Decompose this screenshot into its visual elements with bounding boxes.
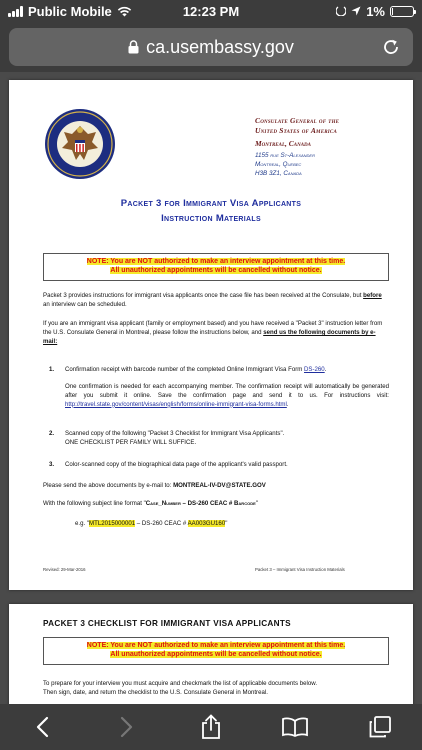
page-footer: Packet 3 – Immigrant Visa Instruction Materials	[255, 567, 345, 572]
if-paragraph	[43, 320, 389, 346]
list-text: Confirmation receipt with barcode number of the completed Online Immigrant Visa Form	[65, 366, 305, 373]
address-line3: H3B 3Z1, Canada	[255, 169, 302, 177]
subject-text-a: With the following subject line format "	[43, 500, 146, 507]
back-button[interactable]	[22, 707, 62, 747]
list-text: One confirmation is needed for each accompanying member. The confirmation receipt will automatically be generated after you submit it online. Save the confirmation page and send it to us. For instructions visit:	[65, 383, 389, 399]
share-button[interactable]	[191, 707, 231, 747]
subject-format: Case_Number – DS-260 CEAC # Barcode	[145, 500, 256, 507]
checklist-title: PACKET 3 CHECKLIST FOR IMMIGRANT VISA APPLICANTS	[43, 619, 291, 628]
packet-title-line2: Instruction Materials	[161, 212, 261, 224]
example-text-mid: – DS-260 CEAC #	[135, 520, 188, 527]
forward-icon	[120, 716, 134, 738]
battery-percent: 1%	[366, 3, 385, 19]
alarm-icon	[336, 6, 346, 16]
page-viewport[interactable]	[0, 72, 422, 704]
battery-icon	[390, 6, 414, 17]
notice-line1: NOTE: You are NOT authorized to make an interview appointment at this time.	[86, 642, 346, 649]
department-of-state-seal-icon	[44, 108, 116, 180]
consulate-title	[255, 116, 405, 136]
address-bar[interactable]	[9, 28, 413, 66]
list-text: Scanned copy of the following "Packet 3 Checklist for Immigrant Visa Applicants".	[65, 430, 285, 437]
intro-text-c: an interview can be scheduled.	[43, 300, 127, 308]
status-right	[336, 4, 414, 19]
address-line1: 1155 rue St-Alexander	[255, 152, 315, 160]
list-text: Color-scanned copy of the biographical data page of the applicant's valid passport.	[65, 461, 288, 468]
consulate-city: Montreal, Canada	[255, 139, 311, 149]
prepare-line1: To prepare for your interview you must acquire and checkmark the list of applicable documents below.	[43, 680, 318, 687]
status-time: 12:23 PM	[182, 3, 240, 19]
ds260-link[interactable]: DS-260	[304, 366, 325, 373]
notice-box	[43, 253, 389, 281]
bookmarks-button[interactable]	[275, 707, 315, 747]
notice-box	[43, 637, 389, 665]
example-paragraph	[75, 520, 375, 529]
intro-text-a: Packet 3 provides instructions for immigrant visa applicants once the case file has been received at the Consulate, but	[43, 292, 364, 299]
prepare-paragraph	[43, 680, 389, 698]
status-bar	[0, 0, 422, 22]
tabs-button[interactable]	[360, 707, 400, 747]
send-paragraph	[43, 482, 389, 491]
send-text: Please send the above documents by e-mail to:	[43, 482, 174, 489]
browser-toolbar	[0, 704, 422, 750]
browser-nav	[0, 22, 422, 72]
example-barcode: AA003GU160	[187, 520, 226, 527]
packet-title	[9, 197, 413, 226]
example-text-end: "	[225, 520, 228, 527]
document-page-1	[9, 80, 413, 590]
notice-line1: NOTE: You are NOT authorized to make an interview appointment at this time.	[86, 258, 346, 265]
location-arrow-icon	[351, 6, 361, 16]
reload-icon[interactable]	[381, 37, 401, 62]
address-line2: Montreal, Quebec	[255, 161, 302, 169]
battery-level	[392, 8, 393, 15]
intro-paragraph	[43, 292, 389, 310]
consulate-address	[255, 152, 405, 178]
list-number: 2.	[49, 430, 55, 437]
share-icon	[201, 714, 221, 740]
prepare-line2: Then sign, date, and return the checklist to the U.S. Consulate General in Montreal.	[43, 688, 268, 696]
tabs-icon	[369, 716, 391, 738]
list-text-caps: ONE CHECKLIST PER FAMILY WILL SUFFICE.	[65, 438, 197, 446]
notice-line2: All unauthorized appointments will be cancelled without notice.	[110, 651, 322, 659]
send-email: MONTREAL-IV-DV@STATE.GOV	[173, 482, 266, 489]
list-number: 1.	[49, 366, 55, 373]
back-icon	[35, 716, 49, 738]
status-left	[8, 4, 132, 19]
packet-title-line1: Packet 3 for Immigrant Visa Applicants	[120, 198, 302, 209]
wifi-icon	[117, 6, 132, 17]
signal-icon	[8, 6, 23, 17]
lock-icon	[128, 40, 139, 54]
subject-paragraph	[43, 500, 389, 509]
instructions-link[interactable]: http://travel.state.gov/content/visas/english/forms/online-immigrant-visa-forms.html	[65, 400, 287, 408]
revised-date: Revised: 29-Mar-2016	[43, 567, 86, 572]
list-text-end: .	[286, 400, 289, 408]
bookmarks-icon	[282, 717, 308, 737]
list-number: 3.	[49, 461, 55, 468]
example-text-a: e.g. "	[75, 520, 90, 527]
forward-button[interactable]	[107, 707, 147, 747]
intro-text-before: before	[363, 292, 382, 299]
document-page-2	[9, 604, 413, 704]
if-text-emphasis: send us the following documents by e-mail:	[43, 328, 376, 345]
carrier-name: Public Mobile	[28, 3, 112, 19]
consulate-title-line2: United States of America	[255, 126, 337, 136]
example-case-number: MTL2015000001	[89, 520, 136, 527]
subject-text-c: "	[255, 500, 258, 507]
url-text: ca.usembassy.gov	[146, 36, 294, 57]
notice-line2: All unauthorized appointments will be cancelled without notice.	[110, 267, 322, 275]
if-text-a: If you are an immigrant visa applicant (family or employment based) and you have received a "Packet 3" instruction letter from the U.S. Consulate General in Montreal, please follow the instructions below, and	[43, 320, 383, 336]
list-text-end: .	[324, 366, 327, 373]
consulate-title-line1: Consulate General of the	[255, 116, 340, 125]
consulate-header	[255, 116, 405, 179]
